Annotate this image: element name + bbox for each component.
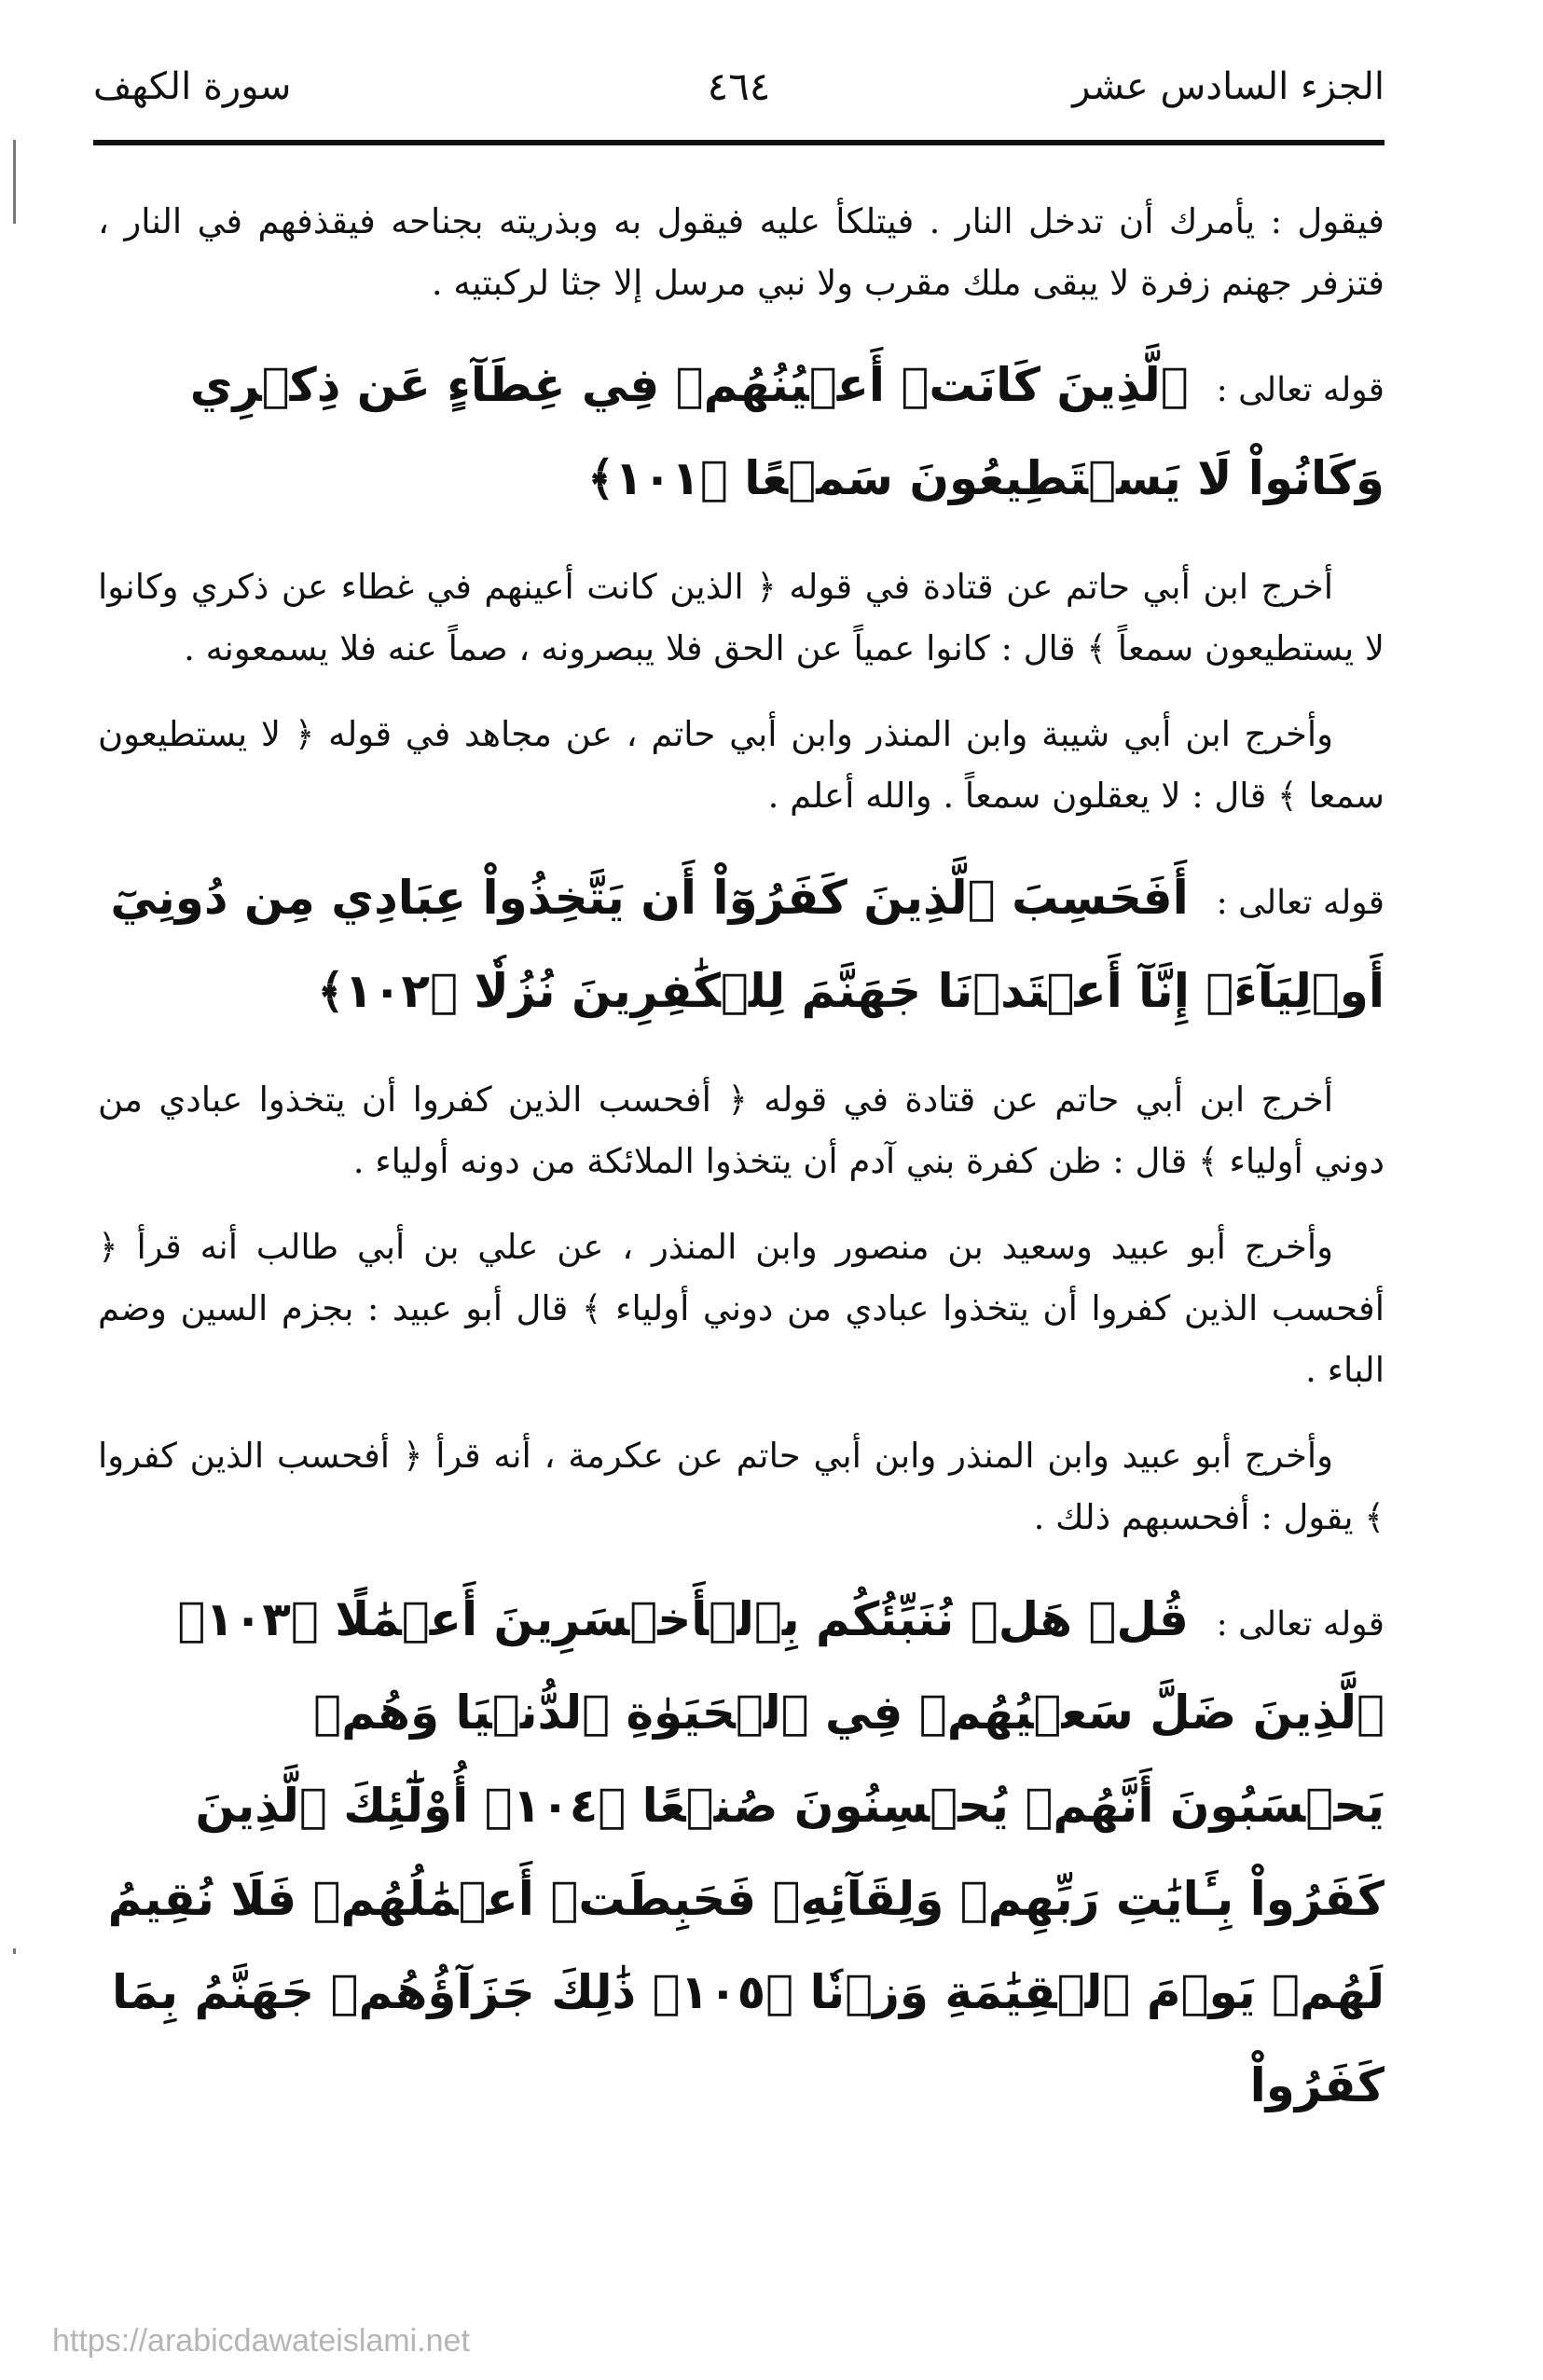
verse-intro: قوله تعالى : [1216,1605,1385,1644]
juz-label: الجزء السادس عشر [1072,65,1385,108]
page-content [98,191,1385,2164]
verse-intro: قوله تعالى : [1216,371,1385,409]
quran-verse: قُلۡ هَلۡ نُنَبِّئُكُم بِٱلۡأَخۡسَرِينَ أَعۡمَٰلًا ﴿١٠٣﴾ ٱلَّذِينَ ضَلَّ سَعۡيُهُمۡ فِي ٱلۡحَيَوٰةِ ٱلدُّنۡيَا وَهُمۡ يَحۡسَبُونَ أَنَّهُمۡ يُحۡسِنُونَ صُنۡعًا ﴿١٠٤﴾ أُوْلَٰٓئِكَ ٱلَّذِينَ كَفَرُواْ بِـَٔايَٰتِ رَبِّهِمۡ وَلِقَآئِهِۦ فَحَبِطَتۡ أَعۡمَٰلُهُمۡ فَلَا نُقِيمُ لَهُمۡ يَوۡمَ ٱلۡقِيَٰمَةِ وَزۡنٗا ﴿١٠٥﴾ ذَٰلِكَ جَزَآؤُهُمۡ جَهَنَّمُ بِمَا كَفَرُواْ [107,1592,1385,2112]
commentary-paragraph: فيقول : يأمرك أن تدخل النار . فيتلكأ عليه فيقول به وبذريته بجناحه فيقذفهم في النار ، فتزفر جهنم زفرة لا يبقى ملك مقرب ولا نبي مرسل إلا جثا لركبتيه . [98,201,1385,303]
quran-verse: أَفَحَسِبَ ٱلَّذِينَ كَفَرُوٓاْ أَن يَتَّخِذُواْ عِبَادِي مِن دُونِيٓ أَوۡلِيَآءَۚ إِنَّآ أَعۡتَدۡنَا جَهَنَّمَ لِلۡكَٰفِرِينَ نُزُلٗا ﴿١٠٢﴾ [110,871,1385,1018]
header-rule [93,140,1385,145]
commentary-paragraph: أخرج ابن أبي حاتم عن قتادة في قوله ﴿ أفحسب الذين كفروا أن يتخذوا عبادي من دوني أولياء ﴾ قال : ظن كفرة بني آدم أن يتخذوا الملائكة من دونه أولياء . [98,1080,1385,1181]
commentary-paragraph: وأخرج ابن أبي شيبة وابن المنذر وابن أبي حاتم ، عن مجاهد في قوله ﴿ لا يستطيعون سمعا ﴾ قال : لا يعقلون سمعاً . والله أعلم . [98,714,1385,816]
surah-label: سورة الكهف [93,65,292,108]
scan-edge-mark [13,1948,16,1954]
verse-block [98,338,1385,525]
source-watermark: https://arabicdawateislami.net [52,2323,470,2359]
page-header [93,56,1385,144]
quran-verse: ٱلَّذِينَ كَانَتۡ أَعۡيُنُهُمۡ فِي غِطَآءٍ عَن ذِكۡرِي وَكَانُواْ لَا يَسۡتَطِيعُونَ سَمۡعًا ﴿١٠١﴾ [189,358,1385,505]
verse-block [98,851,1385,1038]
commentary-paragraph: وأخرج أبو عبيد وسعيد بن منصور وابن المنذر ، عن علي بن أبي طالب أنه قرأ ﴿ أفحسب الذين كفروا أن يتخذوا عبادي من دوني أولياء ﴾ قال أبو عبيد : بجزم السين وضم الباء . [98,1227,1385,1390]
commentary-paragraph: أخرج ابن أبي حاتم عن قتادة في قوله ﴿ الذين كانت أعينهم في غطاء عن ذكري وكانوا لا يستطيعون سمعاً ﴾ قال : كانوا عمياً عن الحق فلا يبصرونه ، صماً عنه فلا يسمعونه . [98,567,1385,668]
verse-block [98,1573,1385,2132]
verse-intro: قوله تعالى : [1216,884,1385,922]
scan-edge-mark [13,140,16,224]
commentary-paragraph: وأخرج أبو عبيد وابن المنذر وابن أبي حاتم عن عكرمة ، أنه قرأ ﴿ أفحسب الذين كفروا ﴾ يقول : أفحسبهم ذلك . [98,1436,1385,1537]
page-number: ٤٦٤ [707,63,771,109]
